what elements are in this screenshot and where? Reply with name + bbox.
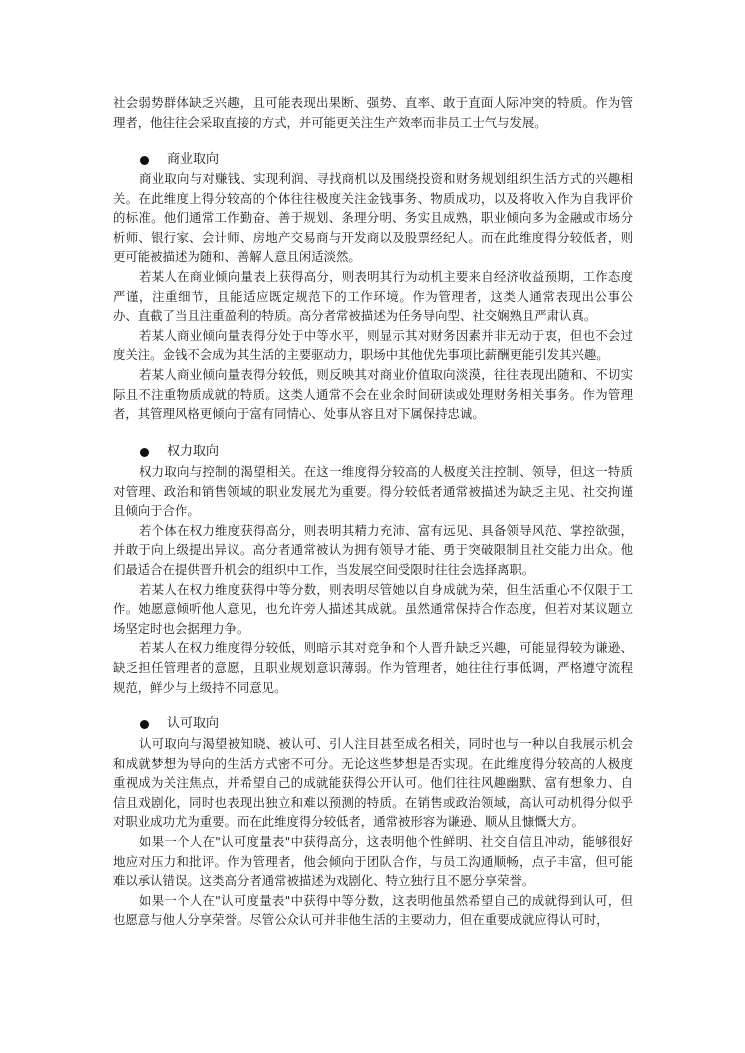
paragraph: 认可取向与渴望被知晓、被认可、引人注目甚至成名相关，同时也与一种以自我展示机会和成就梦想为导向的生活方式密不可分。无论这些梦想是否实现。在此维度得分较高的人极度重视成为关注焦点，并希望自己的成就能获得公开认可。他们往往风趣幽默、富有想象力、自信且戏剧化，同时也表现出独立和难以预测的特质。在销售或政治领域，高认可动机得分似乎对职业成功尤为重要。而在此维度得分较低者，通常被形容为谦逊、顺从且慷慨大方。 [113, 736, 633, 830]
paragraph: 若某人商业倾向量表得分处于中等水平，则显示其对财务因素并非无动于衷，但也不会过度关注。金钱不会成为其生活的主要驱动力，职场中其他优先事项比薪酬更能引发其兴趣。 [113, 327, 633, 363]
bullet-icon [140, 156, 149, 165]
paragraph: 社会弱势群体缺乏兴趣，且可能表现出果断、强势、直率、敢于直面人际冲突的特质。作为管理者，他往往会采取直接的方式，并可能更关注生产效率而非员工士气与发展。 [113, 95, 633, 130]
section-heading-text: 认可取向 [167, 716, 220, 732]
bullet-icon [140, 720, 149, 729]
paragraph: 如果一个人在"认可度量表"中获得高分，这表明他个性鲜明、社交自信且冲动，能够很好地应对压力和批评。作为管理者，他会倾向于团队合作，与员工沟通顺畅，点子丰富，但可能难以承认错误。这类高分者通常被描述为戏剧化、特立独行且不愿分享荣誉。 [113, 833, 633, 889]
section-heading-text: 商业取向 [167, 152, 220, 168]
recognition-section [113, 734, 633, 930]
paragraph: 若某人在权力维度获得中等分数，则表明尽管她以自身成就为荣，但生活重心不仅限于工作。她愿意倾听他人意见，也允许旁人描述其成就。虽然通常保持合作态度，但若对某议题立场坚定时也会据理力争。 [113, 581, 633, 636]
intro-section [113, 93, 633, 132]
paragraph: 权力取向与控制的渴望相关。在这一维度得分较高的人极度关注控制、领导，但这一特质对管理、政治和销售领域的职业发展尤为重要。得分较低者通常被描述为缺乏主见、社交拘谨且倾向于合作。 [113, 464, 633, 519]
section-heading-recognition [140, 714, 219, 734]
paragraph: 若某人商业倾向量表得分较低，则反映其对商业价值取向淡漠，往往表现出随和、不切实际且不注重物质成就的特质。这类人通常不会在业余时间研读或处理财务相关事务。作为管理者，其管理风格更倾向于富有同情心、处事从容且对下属保持忠诚。 [113, 366, 633, 422]
section-heading-text: 权力取向 [167, 444, 220, 460]
paragraph: 商业取向与对赚钱、实现利润、寻找商机以及围绕投资和财务规划组织生活方式的兴趣相关。在此维度上得分较高的个体往往极度关注金钱事务、物质成功，以及将收入作为自我评价的标准。他们通常工作勤奋、善于规划、条理分明、务实且成熟，职业倾向多为金融或市场分析师、银行家、会计师、房地产交易商与开发商以及股票经纪人。而在此维度得分较低者，则更可能被描述为随和、善解人意且闲适淡然。 [113, 171, 633, 265]
commercial-section [113, 169, 633, 424]
section-heading-commercial [140, 150, 219, 170]
section-heading-power [140, 442, 219, 462]
paragraph: 如果一个人在"认可度量表"中获得中等分数，这表明他虽然希望自己的成就得到认可，但也愿意与他人分享荣誉。尽管公众认可并非他生活的主要动力，但在重要成就应得认可时， [113, 892, 633, 928]
power-section [113, 462, 633, 697]
paragraph: 若某人在商业倾向量表上获得高分，则表明其行为动机主要来自经济收益预期，工作态度严谨，注重细节，且能适应既定规范下的工作环境。作为管理者，这类人通常表现出公事公办、直截了当且注重盈利的特质。高分者常被描述为任务导向型、社交娴熟且严肃认真。 [113, 268, 633, 324]
paragraph: 若某人在权力维度得分较低，则暗示其对竞争和个人晋升缺乏兴趣，可能显得较为谦逊、缺乏担任管理者的意愿，且职业规划意识薄弱。作为管理者，她往往行事低调，严格遵守流程规范，鲜少与上级持不同意见。 [113, 640, 633, 695]
bullet-icon [140, 448, 149, 457]
paragraph: 若个体在权力维度获得高分，则表明其精力充沛、富有远见、具备领导风范、掌控欲强，并敢于向上级提出异议。高分者通常被认为拥有领导才能、勇于突破限制且社交能力出众。他们最适合在提供晋升机会的组织中工作，当发展空间受限时往往会选择离职。 [113, 522, 633, 577]
